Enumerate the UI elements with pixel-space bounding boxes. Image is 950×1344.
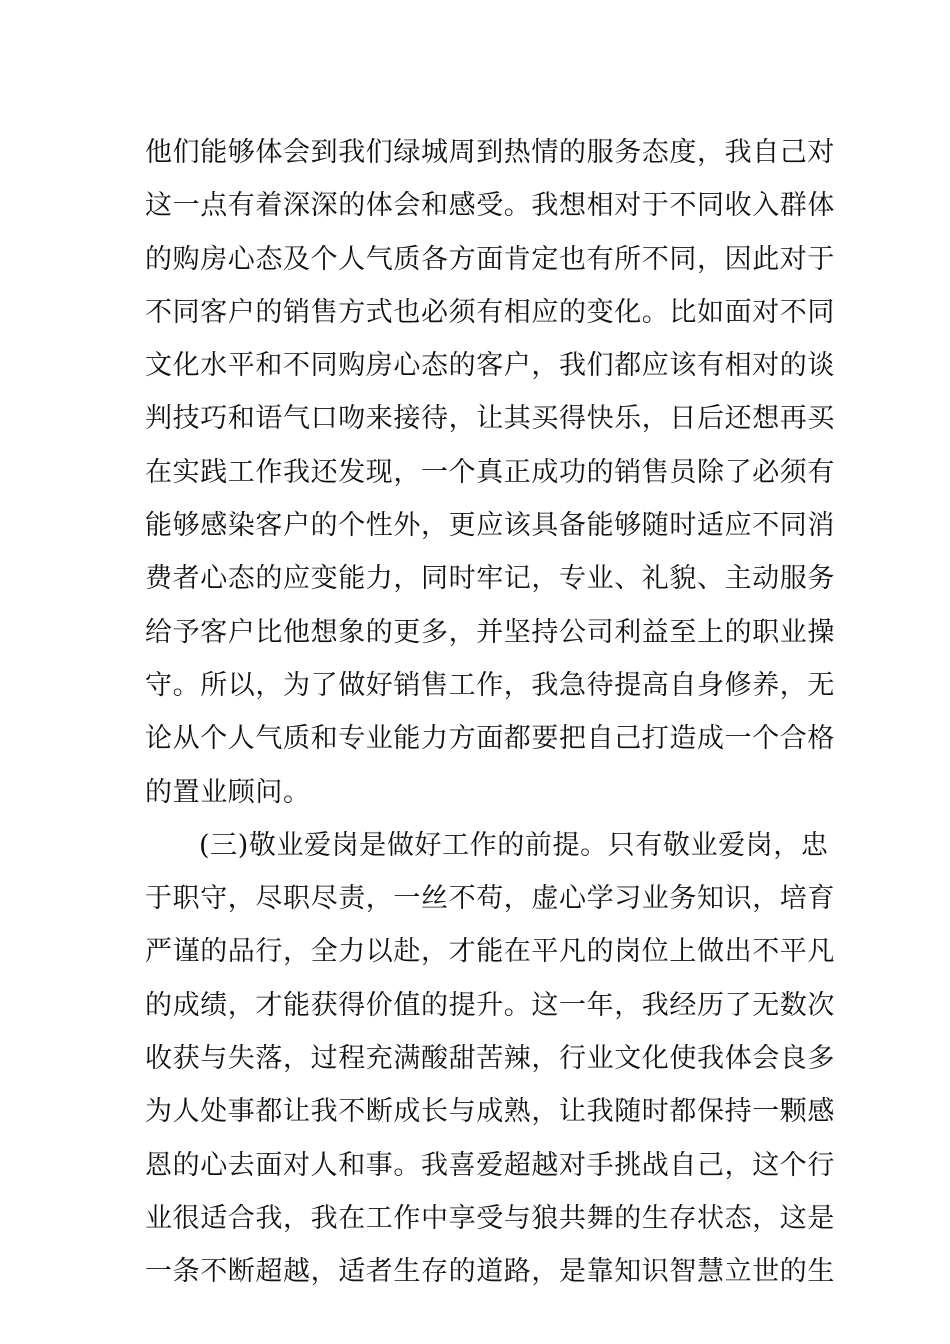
text-line: 他们能够体会到我们绿城周到热情的服务态度，我自己对 bbox=[145, 137, 835, 168]
text-line: 收获与失落，过程充满酸甜苦辣，行业文化使我体会良多 bbox=[145, 1043, 835, 1075]
text-line: 的成绩，才能获得价值的提升。这一年，我经历了无数次 bbox=[145, 989, 835, 1021]
text-line: 能够感染客户的个性外，更应该具备能够随时适应不同消 bbox=[145, 510, 835, 542]
text-line: 一条不断超越，适者生存的道路，是靠知识智慧立世的生 bbox=[145, 1256, 835, 1288]
text-line: 恩的心去面对人和事。我喜爱超越对手挑战自己，这个行 bbox=[145, 1149, 835, 1181]
text-line: 这一点有着深深的体会和感受。我想相对于不同收入群体 bbox=[145, 190, 835, 222]
text-line: 严谨的品行，全力以赴，才能在平凡的岗位上做出不平凡 bbox=[145, 936, 835, 968]
body-text bbox=[145, 126, 835, 1299]
text-line: 在实践工作我还发现，一个真正成功的销售员除了必须有 bbox=[145, 456, 835, 488]
text-line: 守。所以，为了做好销售工作，我急待提高自身修养，无 bbox=[145, 669, 835, 701]
text-line: 不同客户的销售方式也必须有相应的变化。比如面对不同 bbox=[145, 296, 835, 328]
text-line: 的购房心态及个人气质各方面肯定也有所不同，因此对于 bbox=[145, 243, 835, 275]
text-line: 于职守，尽职尽责，一丝不苟，虚心学习业务知识，培育 bbox=[145, 883, 835, 915]
paragraph-start-line: (三)敬业爱岗是做好工作的前提。只有敬业爱岗，忠 bbox=[199, 829, 829, 861]
text-line: 给予客户比他想象的更多，并坚持公司利益至上的职业操 bbox=[145, 616, 835, 648]
text-line: 判技巧和语气口吻来接待，让其买得快乐，日后还想再买 bbox=[145, 403, 835, 435]
text-line: 为人处事都让我不断成长与成熟，让我随时都保持一颗感 bbox=[145, 1096, 835, 1128]
text-line: 费者心态的应变能力，同时牢记，专业、礼貌、主动服务 bbox=[145, 563, 835, 595]
text-line: 论从个人气质和专业能力方面都要把自己打造成一个合格 bbox=[145, 723, 835, 755]
text-line: 业很适合我，我在工作中享受与狼共舞的生存状态，这是 bbox=[145, 1202, 835, 1234]
text-line: 的置业顾问。 bbox=[145, 776, 311, 808]
text-line: 文化水平和不同购房心态的客户，我们都应该有相对的谈 bbox=[145, 350, 835, 382]
